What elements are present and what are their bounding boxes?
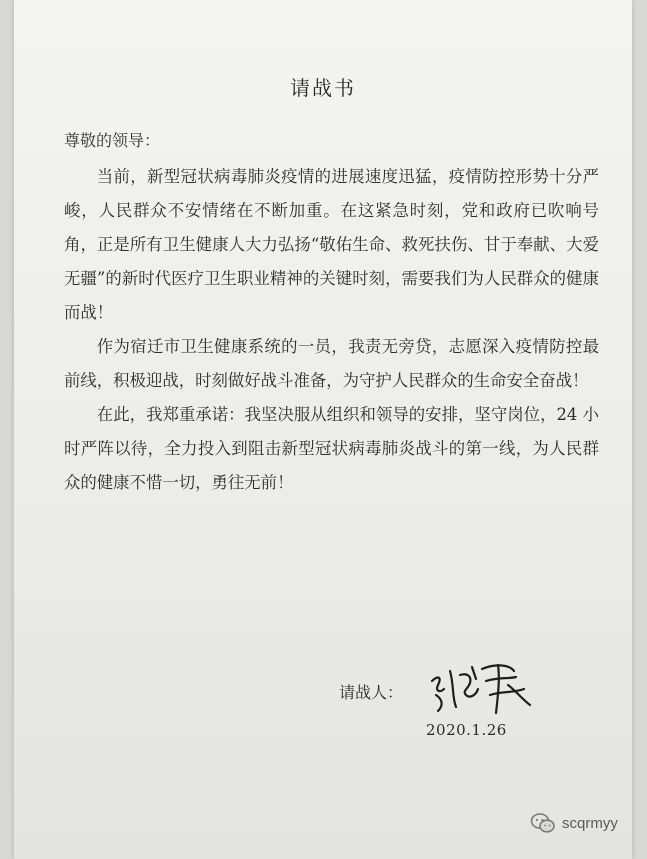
letter-date: 2020.1.26	[426, 721, 507, 739]
letter-salutation: 尊敬的领导：	[64, 131, 161, 150]
letter-paper	[14, 0, 632, 859]
letter-paragraph-1: 当前，新型冠状病毒肺炎疫情的进展速度迅猛，疫情防控形势十分严峻，人民群众不安情绪在不断加重。在这紧急时刻，党和政府已吹响号角，正是所有卫生健康人大力弘扬“敬佑生命、救死扶伤、甘于奉献、大爱无疆”的新时代医疗卫生职业精神的关键时刻，需要我们为人民群众的健康而战！	[64, 167, 599, 322]
letter-paragraph-3: 在此，我郑重承诺：我坚决服从组织和领导的安排，坚守岗位，24 小时严阵以待，全力投入到阻击新型冠状病毒肺炎战斗的第一线，为人民群众的健康不惜一切，勇往无前！	[64, 405, 599, 492]
letter-title: 请战书	[290, 76, 356, 100]
handwritten-signature	[426, 655, 536, 715]
watermark	[530, 812, 618, 834]
watermark-text: scqrmyy	[562, 814, 618, 832]
signer-label: 请战人：	[339, 683, 404, 702]
wechat-icon	[530, 812, 556, 834]
letter-body	[64, 160, 599, 500]
letter-paragraph-2: 作为宿迁市卫生健康系统的一员，我责无旁贷，志愿深入疫情防控最前线，积极迎战，时刻做好战斗准备，为守护人民群众的生命安全奋战！	[64, 337, 599, 390]
